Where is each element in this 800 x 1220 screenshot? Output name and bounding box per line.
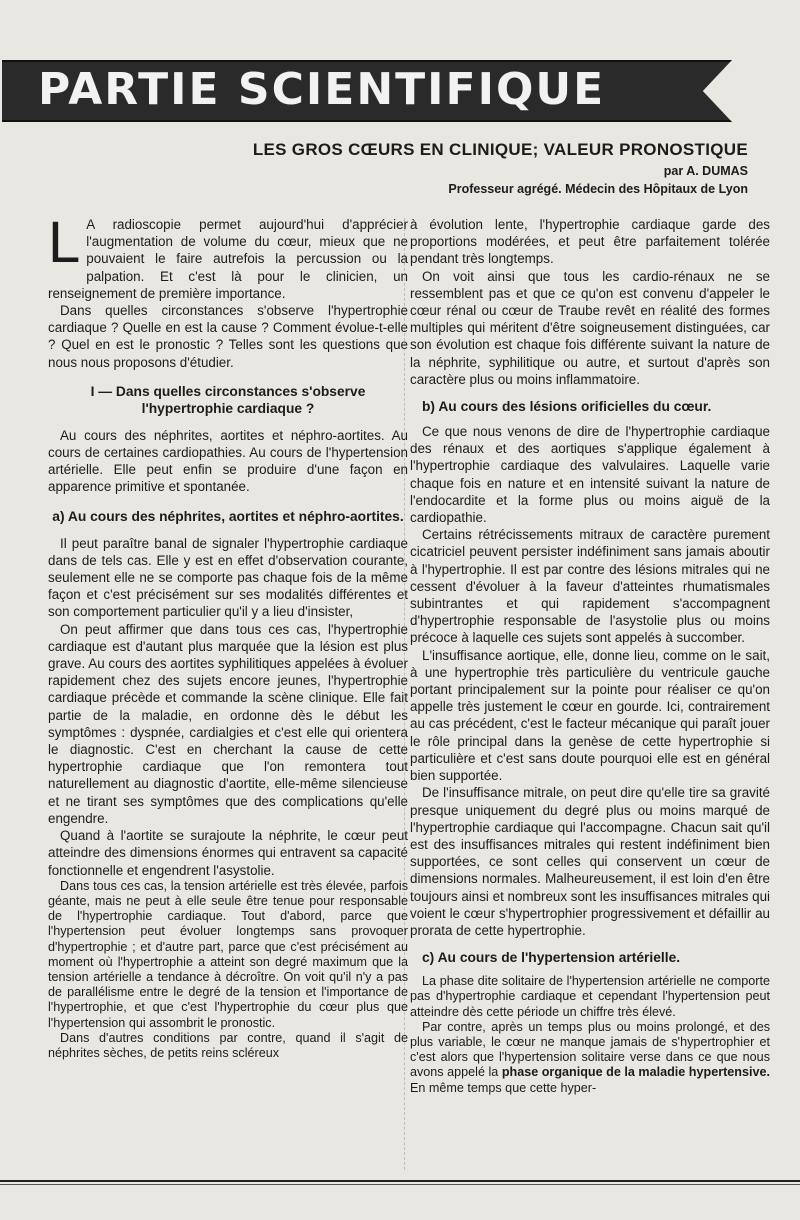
paragraph: Certains rétrécissements mitraux de caractère purement cicatriciel peuvent persister indéfiniment sans jamais aboutir à l'hypertrophie. Il est par contre des lésions mitrales qui ne cessent d'évoluer à la faveur d'atteintes rhumatismales subintrantes et qui rapidement s'accompagnent d'hypertrophie responsable de l'asystolie plus ou moins précoce à laquelle ces sujets sont appelés à succomber. <box>410 527 770 646</box>
subsection-heading: b) Au cours des lésions orificielles du cœur. <box>422 399 712 415</box>
paragraph: On voit ainsi que tous les cardio-rénaux ne se ressemblent pas et que ce qu'on est convenu d'appeler le cœur rénal ou cœur de Traube revêt en réalité des formes multiples qui méritent d'être soigneusement distinguées, car son évolution est chaque fois différente suivant la nature de la néphrite, syphilitique ou autre, et surtout d'après son caractère plus ou moins inflammatoire. <box>410 268 770 387</box>
right-column <box>410 216 770 1096</box>
text-run: Par contre, après un temps plus ou moins prolongé, et des plus variable, le cœur ne manque jamais de s'hypertrophier et c'est alors que l'hypertension solitaire verse dans ce que nous avons appelé la <box>410 1019 770 1080</box>
subsection-heading: c) Au cours de l'hypertension artérielle. <box>422 950 681 966</box>
paragraph: L'insuffisance aortique, elle, donne lieu, comme on le sait, à une hypertrophie très particulière du ventricule gauche portant principalement sur la pointe pour réaliser ce qu'on appelle très justement le cœur en gourde. Ici, contrairement au cas précédent, c'est le facteur mécanique qui paraît jouer le rôle principal dans la genèse de cette hypertrophie si particulière et c'est sans doute pourquoi elle est en général bien supportée. <box>410 647 770 784</box>
paragraph: Au cours des néphrites, aortites et néphro-aortites. Au cours de certaines cardiopathies. Au cours de l'hypertension artérielle. Elle peut enfin se produire d'une façon en apparence primitive et spontanée. <box>48 427 408 495</box>
intro-paragraph <box>48 210 408 302</box>
footer-rule-thin <box>0 1184 800 1185</box>
paragraph: De l'insuffisance mitrale, on peut dire qu'elle tire sa gravité presque uniquement du degré plus ou moins marqué de l'hypertrophie cardiaque qui l'accompagne. Chacun sait qu'il est des insuffisances mitrales qui restent indéfiniment bien supportées, ce sont celles qui conservent un cœur de dimensions normales. Malheureusement, il est loin d'en être toujours ainsi et nombreux sont les insuffisances mitrales qui voient le cœur s'hypertrophier progressivement et défaillir au prorata de cette hypertrophie. <box>410 785 770 938</box>
paragraph: à évolution lente, l'hypertrophie cardiaque garde des proportions modérées, et peut être parfaitement tolérée pendant très longtemps. <box>410 217 770 267</box>
section-heading: I — Dans quelles circonstances s'observe l'hypertrophie cardiaque ? <box>90 383 366 416</box>
intro-text: A radioscopie permet aujourd'hui d'apprécier l'augmentation de volume du cœur, mieux que ne pouvaient le faire autrefois la percussion ou la palpation. Et c'est là pour le clinicien, un renseignement de première importance. <box>48 217 408 301</box>
paragraph: Dans d'autres conditions par contre, quand il s'agit de néphrites sèches, de petits reins scléreux <box>48 1030 408 1060</box>
footer-rule <box>0 1180 800 1182</box>
article-title: LES GROS CŒURS EN CLINIQUE; VALEUR PRONOSTIQUE <box>252 140 748 159</box>
paragraph: Dans quelles circonstances s'observe l'hypertrophie cardiaque ? Quelle en est la cause ? Comment évolue-t-elle ? Quel en est le pronostic ? Telles sont les questions que nous nous proposons d'étudier. <box>48 303 408 370</box>
bold-phrase: phase organique de la maladie hypertensive. <box>501 1065 770 1080</box>
author-affiliation: Professeur agrégé. Médecin des Hôpitaux de Lyon <box>448 182 748 196</box>
paragraph: Il peut paraître banal de signaler l'hypertrophie cardiaque dans de tels cas. Elle y est en effet d'observation courante, seulement elle ne se comporte pas chaque fois de la même façon et c'est précisément sur ses modalités différentes et son comportement particulier qu'il y a lieu d'insister, <box>48 535 408 620</box>
paragraph: Ce que nous venons de dire de l'hypertrophie cardiaque des rénaux et des aortiques s'applique également à l'hypertrophie cardiaque des valvulaires. Laquelle varie chaque fois en nature et en intensité suivant la nature de l'endocardite et la forme plus ou moins aiguë de la cardiopathie. <box>410 424 770 526</box>
left-column <box>48 210 408 1061</box>
subsection-heading: a) Au cours des néphrites, aortites et néphro-aortites. <box>52 508 404 524</box>
text-run: En même temps que cette hyper- <box>410 1080 597 1095</box>
paragraph <box>410 1020 770 1096</box>
paragraph: On peut affirmer que dans tous ces cas, l'hypertrophie cardiaque est d'autant plus marquée que la lésion est plus grave. Au cours des aortites syphilitiques appelées à évoluer rapidement chez des sujets encore jeunes, l'hypertrophie cardiaque précède et commande la scène clinique. Elle fait partie de la maladie, en ordonne dès le début les symptômes : dyspnée, cardialgies et c'est elle qui orientera le diagnostic. C'est en cherchant la cause de cette hypertrophie cardiaque que l'on remontera tout naturellement au diagnostic d'aortite, elle-même silencieuse et ne tirant ses symptômes que des complications qu'elle engendre. <box>48 621 408 826</box>
paragraph: Quand à l'aortite se surajoute la néphrite, le cœur peut atteindre des dimensions énormes qui entravent sa capacité fonctionnelle et engendrent l'asystolie. <box>48 828 408 878</box>
paragraph: La phase dite solitaire de l'hypertension artérielle ne comporte pas d'hypertrophie cardiaque et cependant l'hypertension peut atteindre dès cette période un chiffre très élevé. <box>410 974 770 1019</box>
article-header <box>240 140 748 196</box>
paragraph: Dans tous ces cas, la tension artérielle est très élevée, parfois géante, mais ne peut à elle seule être tenue pour responsable de l'hypertrophie cardiaque. Tout d'abord, parce que l'hypertension peut évoluer longtemps sans provoquer d'hypertrophie ; et d'autre part, parce que c'est précisément au moment où l'hypertrophie a atteint son degré maximum que la tension artérielle a tendance à décroître. On voit qu'il n'y a pas de parallélisme entre le degré de la tension et l'importance de l'hypertrophie, et que c'est l'hypertrophie du cœur plus que l'hypertension qui assombrit le pronostic. <box>48 878 408 1030</box>
byline: par A. DUMAS <box>663 164 748 178</box>
banner-title: PARTIE SCIENTIFIQUE <box>38 64 606 115</box>
drop-cap: L <box>48 210 81 275</box>
